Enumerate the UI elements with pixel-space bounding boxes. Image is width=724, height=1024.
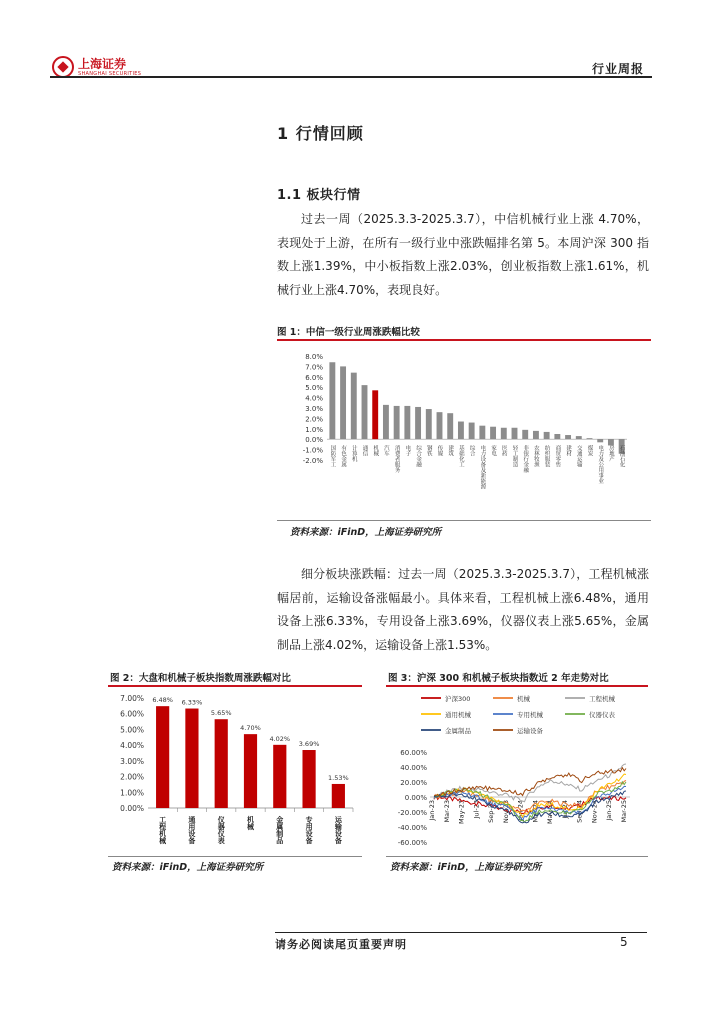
fig2-data-label: 6.33% (181, 698, 203, 707)
fig2-ytick: 7.00% (120, 694, 144, 703)
fig2-bar (302, 750, 315, 808)
fig3-xtick: Nov-23 (501, 800, 510, 824)
fig3-ytick: 20.00% (400, 779, 427, 787)
fig1-bar (394, 406, 400, 439)
fig2-data-label: 1.53% (328, 773, 349, 782)
fig1-bar (587, 438, 593, 439)
fig1-ytick: -1.0% (302, 446, 323, 455)
fig1-category-label: 纺织服装 (543, 445, 550, 468)
fig2-ytick: 0.00% (120, 804, 144, 813)
fig2-category-label: 通用设备 (187, 816, 196, 844)
fig1-category-label: 汽车 (382, 445, 389, 457)
fig1-category-label: 医药 (500, 445, 507, 457)
fig2-data-label: 3.69% (298, 740, 320, 749)
logo-emblem-icon (52, 56, 74, 78)
fig1-category-label: 房地产 (607, 445, 614, 462)
figure-3-chart (386, 688, 648, 856)
fig1-category-label: 电子 (404, 445, 411, 457)
fig3-legend-label: 仪器仪表 (589, 711, 615, 719)
fig2-ytick: 2.00% (120, 772, 144, 782)
fig1-category-label: 轻工制造 (511, 445, 518, 468)
fig2-category-label: 专用设备 (305, 816, 314, 844)
fig1-ytick: -2.0% (302, 457, 323, 465)
figure-1-chart (277, 344, 651, 520)
fig3-legend-label: 工程机械 (589, 695, 615, 703)
fig1-bar (533, 431, 539, 439)
footer-divider (275, 932, 647, 933)
brand-logo (52, 56, 141, 78)
fig1-bar (362, 385, 368, 439)
fig1-ytick: 2.0% (305, 415, 323, 424)
fig3-xtick: Mar-24 (531, 800, 540, 823)
fig1-category-label: 机械 (372, 445, 379, 457)
fig1-ytick: 1.0% (305, 425, 323, 434)
fig1-bar (554, 434, 560, 439)
fig1-ytick: 8.0% (305, 353, 323, 361)
fig2-bar (332, 784, 345, 808)
fig2-data-label: 6.48% (152, 696, 173, 705)
fig1-category-label: 石油石化 (618, 445, 625, 468)
paragraph-1 (277, 208, 649, 302)
fig3-legend-label: 沪深300 (445, 695, 471, 703)
fig1-category-label: 通信 (361, 445, 368, 457)
figure-2-bottom-rule (108, 856, 362, 857)
fig1-category-label: 农林牧渔 (532, 445, 539, 468)
fig1-category-label: 消费者服务 (393, 445, 400, 473)
fig2-bar (185, 709, 198, 808)
fig1-bar (426, 409, 432, 439)
fig1-category-label: 非银行金融 (522, 445, 529, 473)
fig1-category-label: 传媒 (436, 445, 443, 457)
fig2-bar (156, 706, 169, 808)
fig1-bar (576, 436, 582, 439)
fig2-bar (273, 745, 286, 808)
fig1-ytick: 3.0% (305, 405, 323, 413)
fig3-xtick: Jul-24 (560, 800, 569, 819)
figure-2-chart (108, 688, 362, 856)
fig2-data-label: 5.65% (210, 709, 232, 718)
fig2-data-label: 4.02% (269, 734, 291, 743)
fig3-legend-label: 金属制品 (445, 727, 471, 735)
fig1-bar (329, 362, 335, 439)
fig3-legend-label: 机械 (517, 695, 530, 703)
fig3-ytick: -40.00% (397, 824, 427, 832)
fig2-category-label: 机械 (246, 816, 255, 830)
figure-1-bottom-rule (277, 520, 651, 521)
fig1-bar (522, 430, 528, 439)
fig3-xtick: Jul-23 (472, 800, 481, 819)
fig1-category-label: 建材 (565, 445, 572, 457)
fig1-bar (512, 428, 518, 439)
logo-name: 上海证券 (78, 56, 127, 71)
fig1-bar (490, 427, 496, 439)
fig3-ytick: 40.00% (400, 764, 427, 772)
fig3-xtick: Sep-24 (575, 800, 584, 823)
fig3-xtick: May-24 (546, 800, 555, 824)
fig2-category-label: 工程机械 (158, 816, 167, 844)
fig1-ytick: 0.0% (305, 436, 323, 445)
fig1-bar (447, 413, 453, 439)
fig1-ytick: 4.0% (305, 394, 323, 403)
fig3-ytick: -60.00% (397, 839, 427, 847)
paragraph-1-text: 过去一周（2025.3.3-2025.3.7），中信机械行业上涨 4.70%，表现处于上游，在所有一级行业中涨跌幅排名第 5。本周沪深 300 指数上涨1.39%，中小板指数上涨2.03%，创业板指数上涨1.61%，机械行业上涨4.70%，表现良好。 (277, 212, 649, 297)
fig3-xtick: Jan-24 (516, 800, 525, 821)
fig1-category-label: 交通运输 (575, 445, 582, 468)
fig2-bar (215, 719, 228, 808)
subsection-title: 1.1 板块行情 (277, 188, 361, 203)
fig3-legend-label: 通用机械 (445, 711, 471, 719)
figure-2-source: 资料来源：iFinD，上海证券研究所 (112, 862, 264, 873)
fig1-category-label: 商贸零售 (554, 445, 561, 468)
fig2-bar (244, 734, 257, 808)
fig3-ytick: 0.00% (404, 794, 427, 802)
fig1-category-label: 有色金属 (340, 445, 347, 468)
page-number: 5 (620, 935, 628, 949)
fig1-bar (415, 407, 421, 439)
figure-2-title: 图 2：大盘和机械子板块指数周涨跌幅对比 (110, 673, 291, 684)
fig1-bar (479, 426, 485, 440)
fig1-category-label: 综合金融 (415, 445, 422, 468)
fig2-ytick: 3.00% (120, 756, 144, 766)
fig1-bar (383, 405, 389, 439)
fig1-category-label: 基础化工 (457, 445, 464, 468)
report-type: 行业周报 (591, 62, 644, 76)
fig2-category-label: 金属制品 (275, 816, 284, 844)
fig1-ytick: 5.0% (305, 384, 323, 393)
fig1-bar (544, 432, 550, 439)
fig3-legend-label: 专用机械 (517, 711, 543, 719)
fig1-category-label: 建筑 (447, 445, 454, 457)
fig2-data-label: 4.70% (240, 724, 261, 733)
fig1-bar (351, 373, 357, 440)
fig1-ytick: 6.0% (305, 373, 323, 382)
fig3-xtick: Jan-25 (605, 800, 614, 821)
fig1-bar (565, 435, 571, 439)
paragraph-2-text: 细分板块涨跌幅：过去一周（2025.3.3-2025.3.7），工程机械涨幅居前，运输设备涨幅最小。具体来看，工程机械上涨6.48%，通用设备上涨6.33%，专用设备上涨3.69%，仪器仪表上涨5.65%，金属制品上涨4.02%，运输设备上涨1.53%。 (277, 567, 649, 652)
fig1-category-label: 电力及公用事业 (597, 445, 604, 484)
fig1-category-label: 综合 (468, 445, 475, 457)
fig1-bar (340, 366, 346, 439)
fig2-category-label: 仪器仪表 (217, 816, 226, 844)
section-title: 1 行情回顾 (277, 124, 364, 143)
fig2-ytick: 4.00% (120, 741, 144, 751)
fig3-xtick: Mar-25 (620, 800, 628, 823)
fig1-bar (437, 412, 443, 439)
figure-3-bottom-rule (386, 856, 648, 857)
logo-english: SHANGHAI SECURITIES (78, 70, 142, 77)
fig1-bar (501, 428, 507, 439)
fig2-ytick: 6.00% (120, 709, 144, 719)
fig1-bar (458, 422, 464, 440)
footer-disclaimer: 请务必阅读尾页重要声明 (275, 938, 407, 951)
fig1-category-label: 家电 (490, 445, 497, 457)
figure-3-rule (386, 685, 648, 687)
paragraph-2 (277, 563, 649, 657)
fig3-legend-label: 运输设备 (517, 727, 543, 735)
fig1-bar (469, 423, 475, 440)
figure-3-title: 图 3：沪深 300 和机械子板块指数近 2 年走势对比 (388, 673, 609, 684)
fig3-ytick: 60.00% (400, 749, 427, 757)
fig3-xtick: Nov-24 (590, 800, 599, 824)
figure-1-rule (277, 339, 651, 341)
fig2-category-label: 运输设备 (334, 816, 343, 844)
fig1-ytick: 7.0% (305, 363, 323, 372)
fig3-xtick: May-23 (457, 800, 466, 824)
header-divider (50, 76, 652, 78)
fig1-category-label: 煤炭 (586, 445, 593, 457)
fig3-ytick: -20.00% (397, 809, 427, 817)
figure-2-rule (108, 685, 362, 687)
fig1-bar (372, 390, 378, 439)
fig1-category-label: 计算机 (350, 445, 357, 462)
fig3-xtick: Jan-23 (428, 800, 436, 821)
fig1-category-label: 钢铁 (425, 445, 432, 457)
figure-1-source: 资料来源：iFinD，上海证券研究所 (290, 527, 442, 538)
figure-1-title: 图 1：中信一级行业周涨跌幅比较 (277, 327, 420, 338)
fig2-ytick: 5.00% (120, 725, 144, 735)
fig1-category-label: 国防军工 (329, 445, 336, 468)
fig3-xtick: Sep-23 (487, 800, 496, 823)
fig3-xtick: Mar-23 (442, 800, 451, 823)
fig1-bar (404, 406, 410, 439)
fig2-ytick: 1.00% (120, 788, 144, 798)
fig1-bar (597, 439, 603, 442)
figure-3-source: 资料来源：iFinD，上海证券研究所 (390, 862, 542, 873)
fig1-category-label: 电力设备及新能源 (479, 445, 486, 490)
